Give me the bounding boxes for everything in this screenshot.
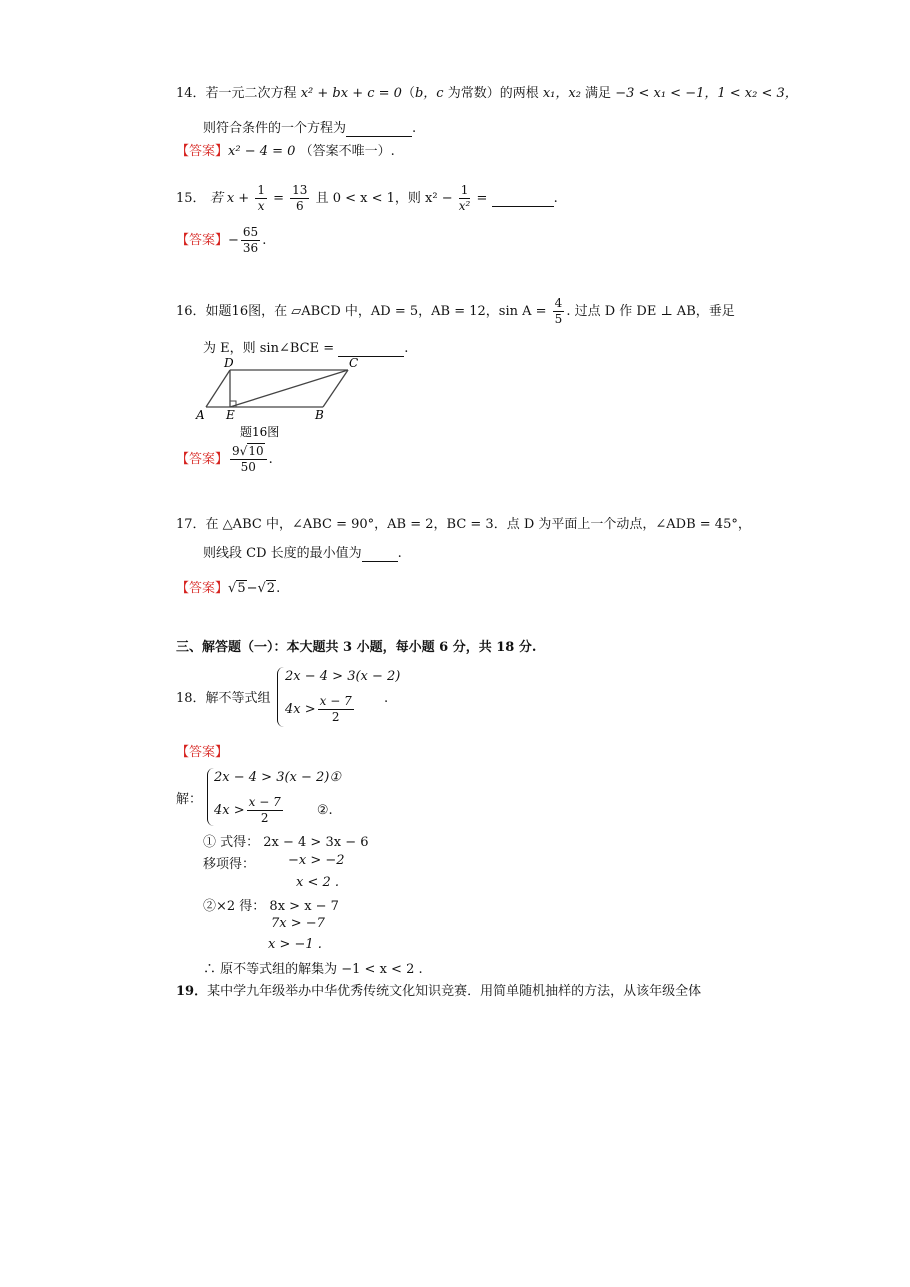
label-a: A [196, 408, 205, 422]
q15-ans-fraction [241, 225, 260, 256]
q18-solution-ineq-1: 2x − 4 > 3(x − 2)① [214, 770, 342, 785]
q18-pre: 解不等式组 [205, 691, 271, 706]
q18-num: 18． [176, 691, 206, 706]
q14-range: −3 < x₁ < −1，1 < x₂ < 3， [615, 86, 798, 101]
q14-number: 14． [176, 86, 206, 101]
q16-figure [188, 355, 368, 440]
segment-ce [230, 370, 348, 407]
q18-number [176, 687, 271, 706]
label-e: E [226, 408, 235, 422]
q18-sol-ineq2-pre: 4x > [214, 803, 245, 818]
q18-step-1: ① 式得： 2x − 4 > 3x − 6 [203, 835, 369, 850]
q14-answer-value: x² − 4 = 0 [228, 144, 296, 159]
q18-period: . [384, 691, 389, 706]
q17-answer: 【答案】√5−√2. [176, 581, 281, 596]
q17-text: 在 △ABC 中，∠ABC = 90°，AB = 2，BC = 3．点 D 为平面上一个动点，∠ADB = 45°， [205, 517, 751, 532]
q17-number: 17． [176, 517, 206, 532]
q18-conclusion: ∴ 原不等式组的解集为 −1 < x < 2 . [203, 962, 423, 977]
q18-inequality-2 [285, 694, 356, 725]
q17-line2 [203, 542, 402, 562]
q18-answer-tag: 【答案】 [176, 745, 229, 760]
q15-ans-sign: − [228, 233, 239, 248]
answer-tag: 【答案】 [176, 452, 229, 467]
q18-ineq2-num: x − 7 [319, 694, 352, 708]
q16-text-b: . 过点 D 作 DE ⊥ AB，垂足 [566, 304, 735, 319]
label-c: C [349, 356, 359, 370]
q16-answer [176, 444, 273, 475]
q15-answer [176, 225, 266, 256]
q14-equation: x² + bx + c = 0 [300, 86, 402, 101]
q17-ans-period: . [276, 581, 281, 596]
q14-text-a: 若一元二次方程 [205, 86, 297, 101]
q18-solution-ineq-2 [214, 795, 333, 826]
q18-step-4: ②×2 得： 8x > x − 7 [203, 899, 339, 914]
q17-line1 [176, 513, 751, 532]
q18-sol-ineq2-den: 2 [260, 811, 269, 825]
q18-sol-period: . [328, 803, 333, 818]
q19-text: 某中学九年级举办中华优秀传统文化知识竞赛．用简单随机抽样的方法，从该年级全体 [207, 984, 702, 999]
q14-constants: b，c [414, 86, 444, 101]
answer-tag: 【答案】 [176, 233, 229, 248]
q15-number: 15． [176, 191, 206, 206]
q14-text-c: 为常数）的两根 [443, 86, 543, 101]
q16-fraction [553, 296, 565, 327]
q15-f3-num: 1 [460, 183, 469, 197]
q16-ans-coef: 9 [232, 444, 240, 458]
parallelogram-side-bc [323, 370, 348, 407]
q18-sol-ineq2-fraction [247, 795, 283, 826]
q15-fraction-1 [255, 183, 267, 214]
q15-ans-period: . [262, 233, 267, 248]
q16-number: 16． [176, 304, 206, 319]
q14-text-d: 满足 [580, 86, 616, 101]
q18-ineq2-den: 2 [331, 710, 340, 724]
q15-pre: 若 x + [209, 191, 250, 206]
q18-step-3: x < 2 . [296, 875, 340, 890]
q17-ans-minus: − [246, 581, 258, 596]
q14-period: . [412, 121, 417, 136]
q18-ineq2-fraction [318, 694, 354, 725]
figure-caption: 题16图 [240, 425, 280, 439]
q18-step-2-label: 移项得： [203, 857, 256, 872]
q16-f-den: 5 [554, 312, 563, 326]
q18-step-2: −x > −2 [288, 853, 345, 868]
q15-f1-den: x [257, 199, 265, 213]
q17-ans-radicand-1: 5 [237, 581, 246, 596]
q16-line2 [203, 337, 408, 357]
q15-f2-num: 13 [292, 183, 308, 197]
q17-prompt: 则线段 CD 长度的最小值为 [203, 546, 362, 561]
q14-prompt: 则符合条件的一个方程为 [203, 121, 347, 136]
q18-step-5: 7x > −7 [271, 916, 325, 931]
q17-ans-radicand-2: 2 [266, 581, 276, 596]
q15-equals: = [273, 191, 285, 206]
q17-period: . [397, 546, 402, 561]
q15-equals-2: = [476, 191, 488, 206]
q16-ans-den: 50 [240, 460, 256, 474]
q18-sol-ineq2-num: x − 7 [248, 795, 281, 809]
q16-ans-radicand: 10 [248, 444, 264, 458]
q15-ans-num: 65 [242, 225, 259, 239]
q15-answer-blank[interactable] [492, 191, 554, 207]
q18-inequality-1: 2x − 4 > 3(x − 2) [285, 669, 401, 684]
q15-condition: 且 0 < x < 1，则 x² − [315, 191, 453, 206]
q16-line1 [176, 296, 735, 327]
q18-solution-brace [207, 768, 214, 826]
q14-line1 [176, 82, 798, 101]
q16-text-a: 如题16图，在 ▱ABCD 中，AD = 5，AB = 12，sin A = [205, 304, 547, 319]
q14-paren: （ [401, 86, 415, 101]
q15-period: . [553, 191, 558, 206]
q14-line2 [203, 117, 416, 137]
q18-solution-label: 解： [176, 792, 203, 807]
label-d: D [224, 356, 234, 370]
q14-roots: x₁，x₂ [542, 86, 581, 101]
q18-step-6: x > −1 . [268, 937, 322, 952]
q14-answer [176, 140, 395, 159]
section-heading: 三、解答题（一）：本大题共 3 小题，每小题 6 分，共 18 分. [176, 640, 537, 655]
q19-line [176, 980, 701, 999]
q16-ans-fraction [230, 444, 267, 475]
q15-f2-den: 6 [295, 199, 304, 213]
q15-fraction-2 [290, 183, 309, 214]
q16-f-num: 4 [554, 296, 563, 310]
answer-tag: 【答案】 [176, 581, 229, 596]
q18-sol-circ2: ② [316, 803, 329, 818]
q15-fraction-3 [459, 183, 471, 214]
q15-line [176, 183, 558, 214]
q18-brace [277, 667, 284, 727]
q15-ans-den: 36 [242, 241, 259, 255]
q19-number: 19． [176, 984, 208, 999]
q16-prompt: 为 E，则 sin∠BCE = [203, 341, 335, 356]
q17-answer-blank[interactable] [362, 546, 398, 562]
label-b: B [315, 408, 324, 422]
q14-answer-blank[interactable] [346, 121, 412, 137]
q16-period: . [404, 341, 409, 356]
q16-ans-period: . [268, 452, 273, 467]
q14-answer-note: （答案不唯一）. [299, 144, 395, 159]
q15-f3-den: x² [458, 199, 471, 213]
q15-f1-num: 1 [257, 183, 265, 197]
parallelogram-side-ad [206, 370, 230, 407]
answer-tag: 【答案】 [176, 144, 229, 159]
q16-ans-num: 9√10 [230, 444, 267, 460]
q18-ineq2-pre: 4x > [285, 702, 316, 717]
